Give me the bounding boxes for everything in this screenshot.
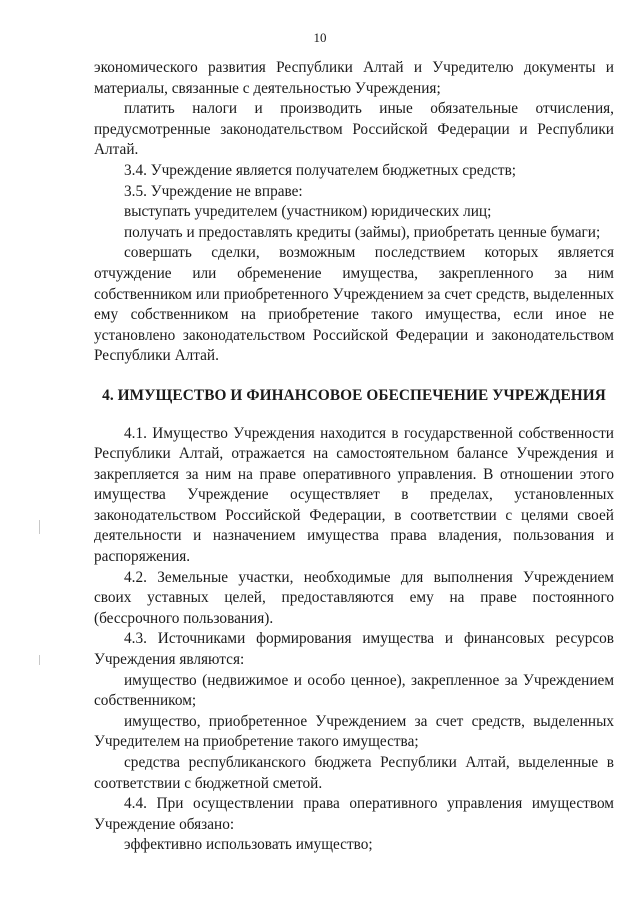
scan-margin-mark bbox=[39, 520, 40, 534]
scan-margin-mark bbox=[39, 655, 40, 665]
paragraph: имущество (недвижимое и особо ценное), закрепленное за Учреждением собственником; bbox=[94, 671, 614, 710]
paragraph: выступать учредителем (участником) юридических лиц; bbox=[124, 203, 492, 221]
paragraph: 3.5. Учреждение не вправе: bbox=[124, 182, 303, 200]
page-number: 10 bbox=[313, 30, 327, 45]
paragraph: платить налоги и производить иные обязательные отчисления, предусмотренные законодательством Российской Федерации и Республики Алтай. bbox=[94, 100, 614, 159]
paragraph: 3.4. Учреждение является получателем бюджетных средств; bbox=[124, 161, 517, 179]
paragraph: имущество, приобретенное Учреждением за счет средств, выделенных Учредителем на приобретение такого имущества; bbox=[94, 712, 614, 751]
paragraph: 4.4. При осуществлении права оперативного управления имуществом Учреждение обязано: bbox=[94, 795, 614, 833]
paragraph: экономического развития Республики Алтай и Учредителю документы и материалы, связанные с деятельностью Учреждения; bbox=[94, 59, 614, 97]
paragraph: получать и предоставлять кредиты (займы), приобретать ценные бумаги; bbox=[124, 223, 601, 241]
section-heading: 4. ИМУЩЕСТВО И ФИНАНСОВОЕ ОБЕСПЕЧЕНИЕ УЧРЕЖДЕНИЯ bbox=[102, 386, 606, 404]
paragraph: 4.3. Источниками формирования имущества и финансовых ресурсов Учреждения являются: bbox=[94, 630, 614, 669]
paragraph: совершать сделки, возможным последствием которых является отчуждение или обременение имущества, закрепленного за ним собственником или приобретенного Учреждением за счет средств, выделенных ему собственником на приобретение такого имущества, если иное не установлено законодательством Российской Федерации и законодательством Республики Алтай. bbox=[94, 244, 614, 365]
paragraph: 4.2. Земельные участки, необходимые для выполнения Учреждением своих уставных целей, предоставляются ему на праве постоянного (бессрочного пользования). bbox=[94, 568, 614, 627]
document-body bbox=[94, 58, 614, 856]
paragraph: эффективно использовать имущество; bbox=[124, 836, 373, 854]
paragraph: 4.1. Имущество Учреждения находится в государственной собственности Республики Алтай, отражается на самостоятельном балансе Учреждения и закрепляется за ним на праве оперативного управления. В отношении этого имущества Учреждение осуществляет в пределах, установленных законодательством Российской Федерации, в соответствии с целями своей деятельности и назначением имущества права владения, пользования и распоряжения. bbox=[94, 424, 614, 566]
paragraph: средства республиканского бюджета Республики Алтай, выделенные в соответствии с бюджетной сметой. bbox=[94, 754, 614, 792]
